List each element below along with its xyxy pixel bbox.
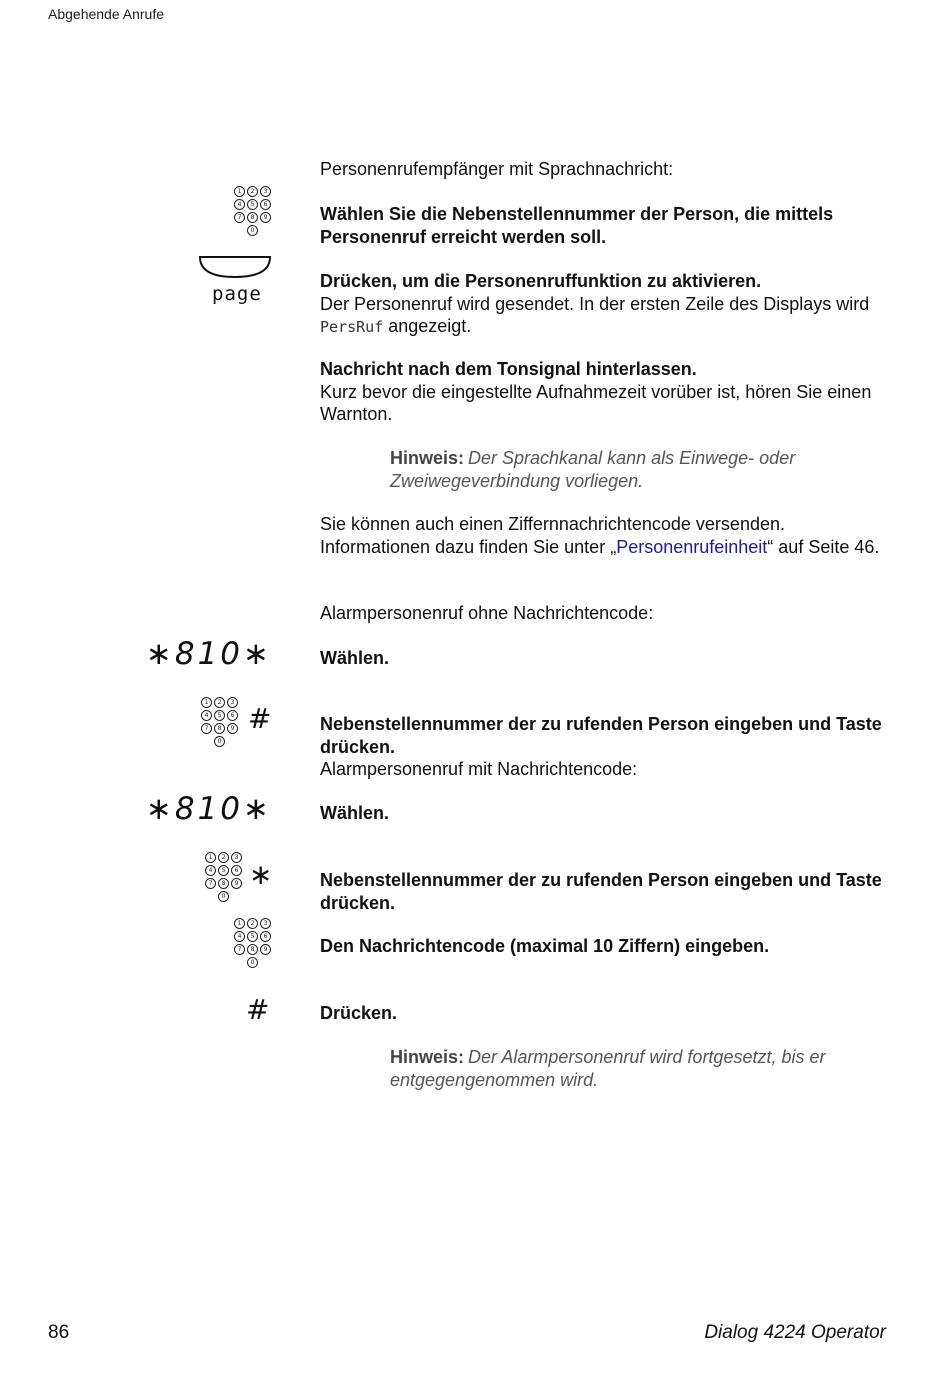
display-text-persruf: PersRuf <box>320 318 384 336</box>
pager-voice-press-step: Drücken, um die Personenruffunktion zu aktivieren. <box>320 271 762 291</box>
keypad-key-icon: 7 <box>234 212 245 223</box>
alarm-no-code-heading: Alarmpersonenruf ohne Nachrichtencode: <box>320 603 654 623</box>
note-voice-channel <box>390 447 890 492</box>
running-header: Abgehende Anrufe <box>48 6 164 22</box>
alarm-no-code-enter-step: Nebenstellennummer der zu rufenden Person eingeben und Taste drücken. <box>320 714 882 757</box>
alarm-press-step: Drücken. <box>320 1003 398 1023</box>
star-key-icon: ∗ <box>249 858 273 891</box>
keypad-key-icon: 5 <box>214 710 225 721</box>
keypad-key-icon: 9 <box>227 723 238 734</box>
keypad-key-icon: 6 <box>227 710 238 721</box>
hash-key-icon: # <box>248 702 272 735</box>
pager-voice-press-block <box>320 270 892 339</box>
keypad-key-icon: 3 <box>231 852 242 863</box>
keypad-key-icon: 3 <box>260 918 271 929</box>
alarm-no-code-dial-step: Wählen. <box>320 648 390 668</box>
keypad-key-icon: 4 <box>201 710 212 721</box>
keypad-icon <box>205 852 245 906</box>
press-desc-part1: Der Personenruf wird gesendet. In der ersten Zeile des Displays wird <box>320 293 870 314</box>
keypad-key-icon: 5 <box>247 931 258 942</box>
keypad-key-icon: 4 <box>234 199 245 210</box>
keypad-key-icon: 3 <box>227 697 238 708</box>
alarm-with-code-dial-step: Wählen. <box>320 803 390 823</box>
keypad-key-icon: 7 <box>201 723 212 734</box>
page-key-label: page <box>212 283 262 305</box>
press-desc-part2: angezeigt. <box>388 316 472 336</box>
keypad-key-icon: 4 <box>234 931 245 942</box>
alarm-with-code-enter-step: Nebenstellennummer der zu rufenden Person eingeben und Taste drücken. <box>320 870 882 913</box>
keypad-key-icon: 5 <box>218 865 229 876</box>
keypad-key-icon: 7 <box>205 878 216 889</box>
keypad-key-icon: 2 <box>214 697 225 708</box>
digit-info-part1: Sie können auch einen Ziffernnachrichtencode versenden. Informationen dazu finden Sie unter „ <box>320 514 785 557</box>
keypad-key-icon: 0 <box>247 225 258 236</box>
keypad-icon <box>234 918 274 972</box>
keypad-key-icon: 6 <box>231 865 242 876</box>
keypad-key-icon: 0 <box>218 891 229 902</box>
note-text: Der Sprachkanal kann als Einwege- oder Zweiwegeverbindung vorliegen. <box>390 448 796 491</box>
keypad-key-icon: 0 <box>247 957 258 968</box>
keypad-key-icon: 7 <box>234 944 245 955</box>
keypad-icon <box>201 697 241 751</box>
keypad-key-icon: 1 <box>234 918 245 929</box>
keypad-key-icon: 4 <box>205 865 216 876</box>
handset-page-key-icon <box>199 255 271 279</box>
note-label: Hinweis: <box>390 1047 465 1067</box>
pager-voice-heading: Personenrufempfänger mit Sprachnachricht: <box>320 159 674 179</box>
keypad-key-icon: 6 <box>260 931 271 942</box>
digit-info-part2: “ auf Seite 46. <box>767 536 880 557</box>
keypad-key-icon: 1 <box>234 186 245 197</box>
code-810-label: ∗810∗ <box>145 791 272 827</box>
hash-key-icon: # <box>246 993 270 1026</box>
keypad-key-icon: 1 <box>201 697 212 708</box>
keypad-key-icon: 8 <box>247 212 258 223</box>
keypad-key-icon: 9 <box>260 944 271 955</box>
keypad-key-icon: 8 <box>247 944 258 955</box>
personenrufeinheit-link[interactable]: Personenrufeinheit <box>616 536 768 557</box>
keypad-key-icon: 2 <box>218 852 229 863</box>
keypad-key-icon: 5 <box>247 199 258 210</box>
keypad-key-icon: 8 <box>218 878 229 889</box>
keypad-key-icon: 8 <box>214 723 225 734</box>
product-name: Dialog 4224 Operator <box>704 1322 886 1343</box>
alarm-no-code-enter-block <box>320 713 892 781</box>
keypad-key-icon: 9 <box>260 212 271 223</box>
pager-voice-press-desc <box>320 293 892 339</box>
alarm-code-step: Den Nachrichtencode (maximal 10 Ziffern) eingeben. <box>320 936 770 956</box>
keypad-key-icon: 3 <box>260 186 271 197</box>
keypad-key-icon: 1 <box>205 852 216 863</box>
pager-voice-dial-step: Wählen Sie die Nebenstellennummer der Person, die mittels Personenruf erreicht werden soll. <box>320 204 834 247</box>
alarm-with-code-heading: Alarmpersonenruf mit Nachrichtencode: <box>320 759 638 779</box>
note-label: Hinweis: <box>390 448 465 468</box>
keypad-icon <box>234 186 274 240</box>
keypad-key-icon: 6 <box>260 199 271 210</box>
keypad-key-icon: 0 <box>214 736 225 747</box>
leave-msg-step: Nachricht nach dem Tonsignal hinterlassen. <box>320 359 697 379</box>
keypad-key-icon: 2 <box>247 918 258 929</box>
keypad-key-icon: 9 <box>231 878 242 889</box>
pager-voice-leave-block <box>320 358 892 426</box>
digit-info <box>320 513 892 558</box>
note-alarm-continues <box>390 1046 890 1091</box>
code-810-label: ∗810∗ <box>145 636 272 672</box>
note-text: Der Alarmpersonenruf wird fortgesetzt, bis er entgegengenommen wird. <box>390 1047 826 1090</box>
keypad-key-icon: 2 <box>247 186 258 197</box>
leave-msg-desc: Kurz bevor die eingestellte Aufnahmezeit vorüber ist, hören Sie einen Warnton. <box>320 381 872 424</box>
page-number: 86 <box>48 1322 70 1343</box>
